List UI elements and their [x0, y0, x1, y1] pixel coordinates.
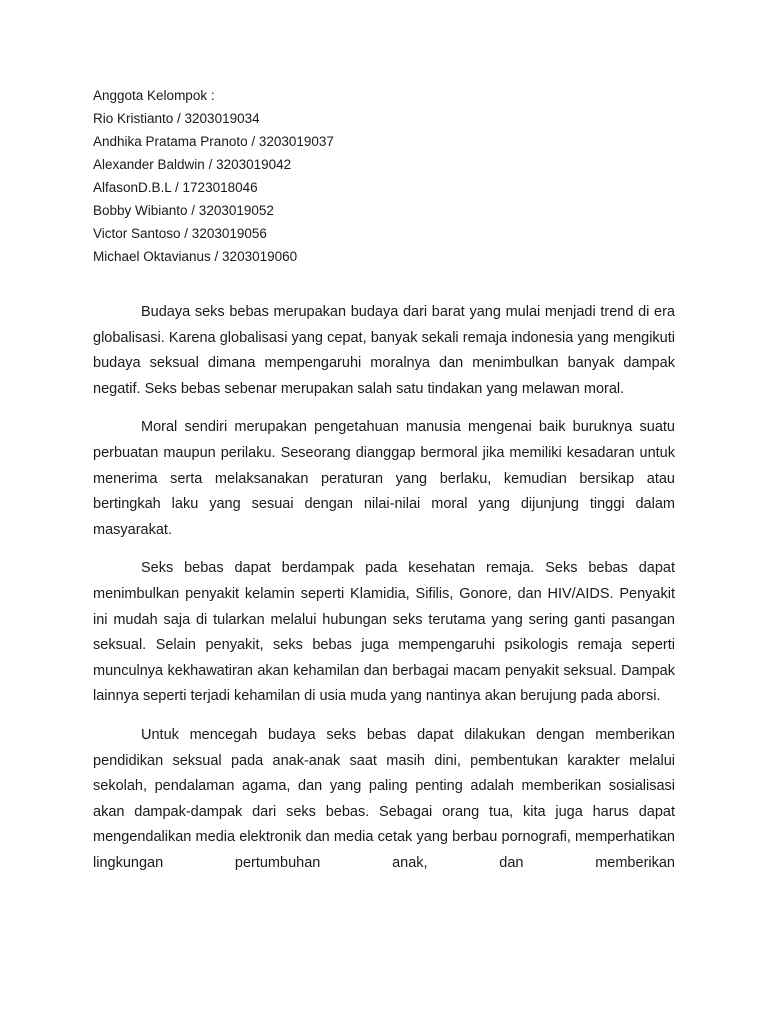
member-line: Bobby Wibianto / 3203019052	[93, 203, 274, 218]
group-members	[93, 84, 675, 268]
paragraph-moral: Moral sendiri merupakan pengetahuan manusia mengenai baik buruknya suatu perbuatan maupun perilaku. Seseorang dianggap bermoral jika memiliki kesadaran untuk menerima serta melaksanakan peraturan yang berlaku, kemudian bersikap atau bertingkah laku yang sesuai dengan nilai-nilai moral yang dijunjung tinggi dalam masyarakat.	[93, 419, 675, 538]
member-line: Andhika Pratama Pranoto / 3203019037	[93, 134, 334, 149]
member-line: Rio Kristianto / 3203019034	[93, 111, 260, 126]
members-heading: Anggota Kelompok :	[93, 88, 215, 103]
member-line: AlfasonD.B.L / 1723018046	[93, 180, 258, 195]
document-page	[93, 84, 675, 889]
paragraph-prevention: Untuk mencegah budaya seks bebas dapat dilakukan dengan memberikan pendidikan seksual pada anak-anak saat masih dini, pembentukan karakter melalui sekolah, pendalaman agama, dan yang paling penting adalah memberikan sosialisasi akan dampak-dampak dari seks bebas. Sebagai orang tua, kita juga harus dapat mengendalikan media elektronik dan media cetak yang berbau pornografi, memperhatikan lingkungan pertumbuhan anak, dan memberikan	[93, 726, 675, 871]
member-line: Alexander Baldwin / 3203019042	[93, 157, 292, 172]
paragraph-intro: Budaya seks bebas merupakan budaya dari barat yang mulai menjadi trend di era globalisasi. Karena globalisasi yang cepat, banyak sekali remaja indonesia yang mengikuti budaya seksual dimana mempengaruhi moralnya dan menimbulkan banyak dampak negatif. Seks bebas sebenar merupakan salah satu tindakan yang melawan moral.	[93, 304, 675, 397]
member-line: Michael Oktavianus / 3203019060	[93, 249, 298, 264]
member-line: Victor Santoso / 3203019056	[93, 226, 267, 241]
essay-body	[93, 300, 675, 876]
paragraph-impact: Seks bebas dapat berdampak pada kesehatan remaja. Seks bebas dapat menimbulkan penyakit kelamin seperti Klamidia, Sifilis, Gonore, dan HIV/AIDS. Penyakit ini mudah saja di tularkan melalui hubungan seks terutama yang sering ganti pasangan seksual. Selain penyakit, seks bebas juga mempengaruhi psikologis remaja seperti munculnya kekhawatiran akan kehamilan dan berbagai macam penyakit seksual. Dampak lainnya seperti terjadi kehamilan di usia muda yang nantinya akan berujung pada aborsi.	[93, 560, 675, 705]
